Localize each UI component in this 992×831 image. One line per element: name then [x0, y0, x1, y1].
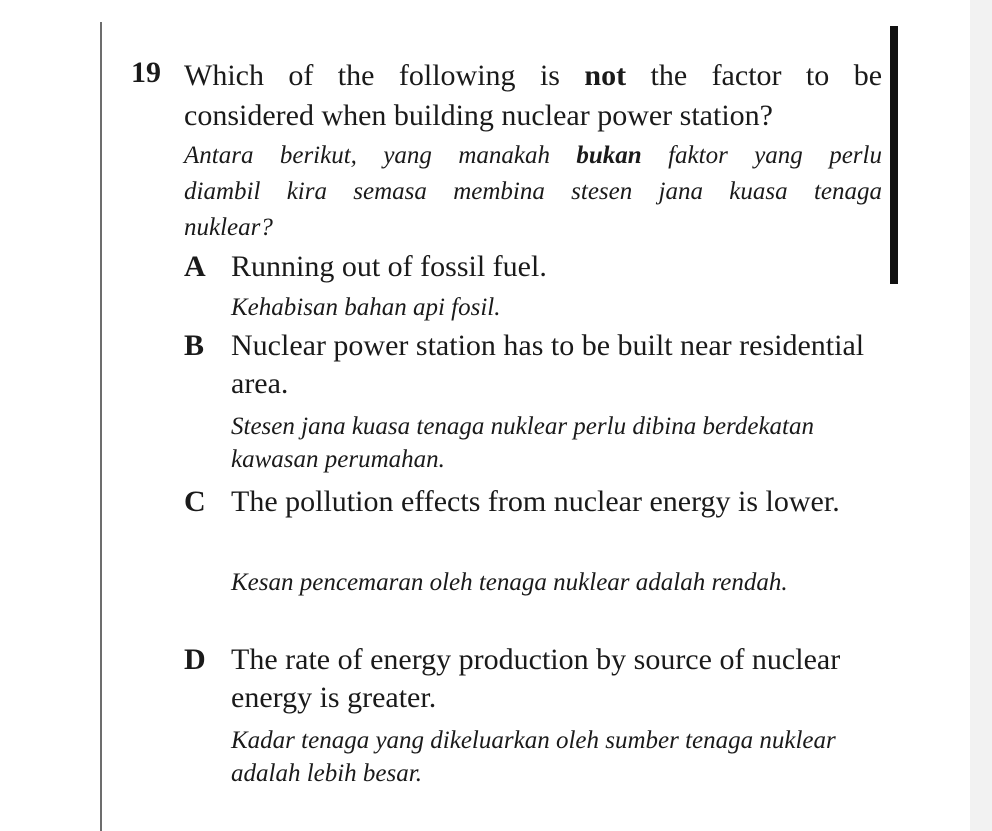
question-number: 19: [131, 56, 161, 89]
question-stem-malay-line3: nuklear?: [184, 214, 273, 241]
option-text-malay: Kehabisan bahan api fosil.: [231, 294, 501, 321]
question-stem-english: [184, 56, 882, 136]
question-stem-malay-line2: diambil kira semasa membina stesen jana kuasa tenaga: [184, 178, 882, 205]
question-stem-malay-line1: Antara berikut, yang manakah bukan faktor yang perlu: [184, 142, 882, 169]
option-text-malay: Stesen jana kuasa tenaga nuklear perlu dibina berdekatan kawasan perumahan.: [231, 413, 814, 473]
option-text-english: The rate of energy production by source of nuclear energy is greater.: [231, 643, 841, 714]
emphasis-bukan: bukan: [576, 142, 642, 169]
emphasis-not: not: [584, 59, 627, 92]
option-letter: C: [184, 485, 206, 518]
option-letter: A: [184, 250, 206, 283]
question-stem-english-line2: considered when building nuclear power station?: [184, 99, 773, 132]
question-stem-malay: [184, 138, 882, 246]
question-stem-english-line1: Which of the following is not the factor to be: [184, 59, 883, 92]
option-text-malay: Kesan pencemaran oleh tenaga nuklear adalah rendah.: [231, 569, 788, 596]
option-text-english: Running out of fossil fuel.: [231, 250, 547, 283]
option-text-english: Nuclear power station has to be built near residential area.: [231, 329, 865, 400]
left-margin-rule: [100, 22, 102, 831]
right-margin-bar: [890, 26, 898, 284]
option-text-english: The pollution effects from nuclear energy is lower.: [231, 485, 840, 518]
option-text-malay: Kadar tenaga yang dikeluarkan oleh sumber tenaga nuklear adalah lebih besar.: [231, 727, 836, 787]
option-letter: D: [184, 643, 206, 676]
option-letter: B: [184, 329, 205, 362]
